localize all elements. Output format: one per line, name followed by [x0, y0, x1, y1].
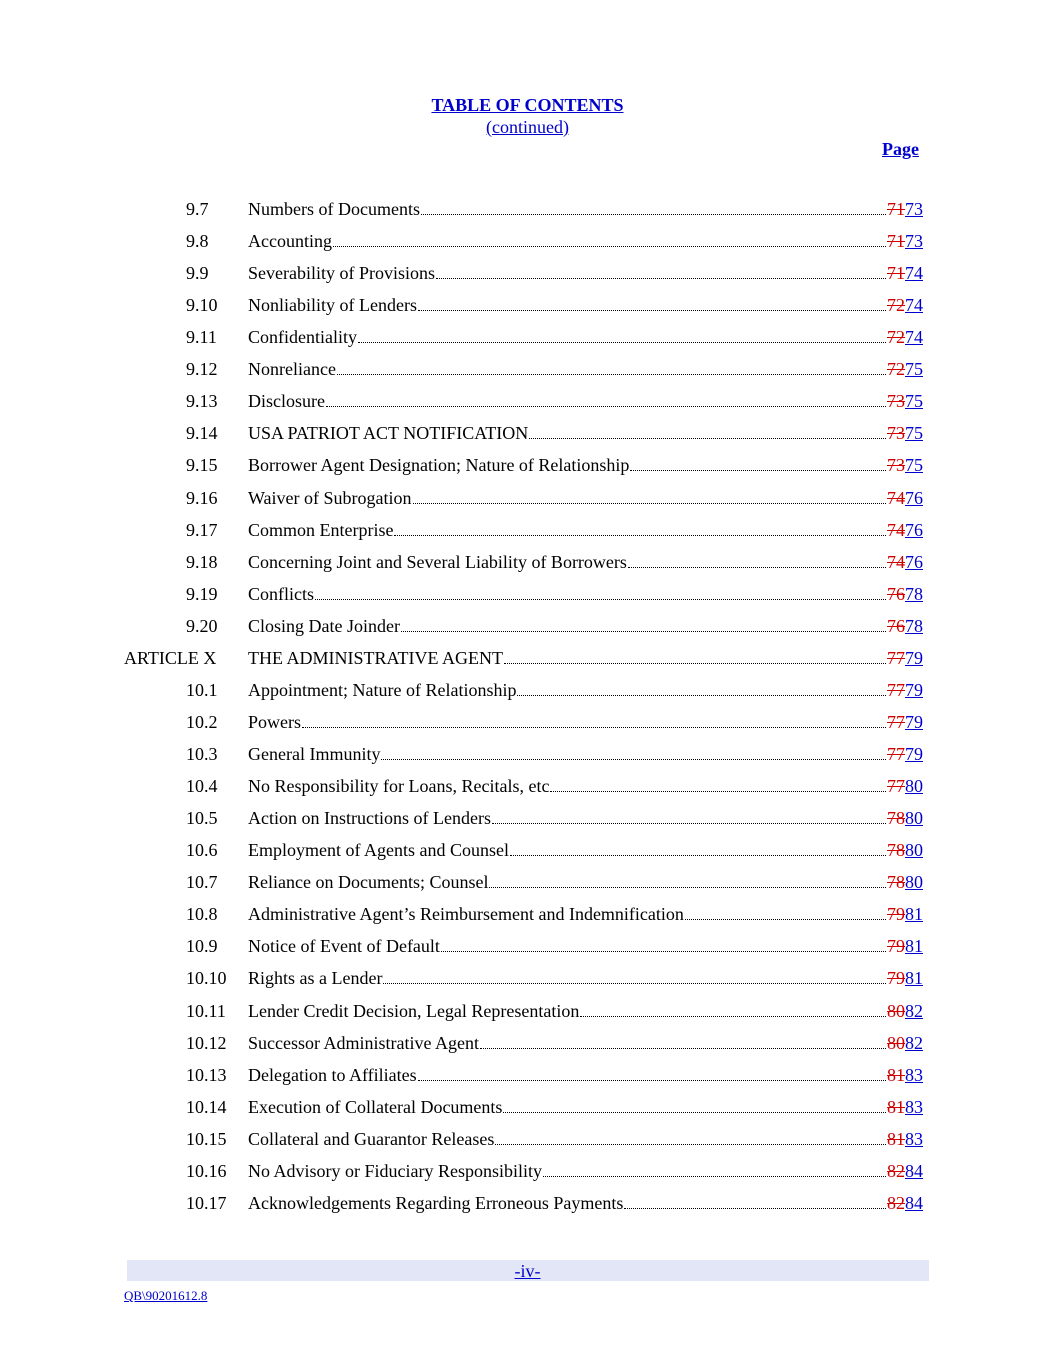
dot-leader	[413, 485, 886, 504]
toc-article-row[interactable]	[0, 645, 1055, 671]
toc-row[interactable]	[0, 228, 1055, 254]
deleted-page-number: 79	[887, 968, 905, 988]
section-number: 10.1	[186, 680, 218, 700]
toc-row[interactable]	[0, 388, 1055, 414]
section-title: Numbers of Documents	[248, 199, 420, 219]
dot-leader	[529, 420, 886, 439]
footer-page-number[interactable]: -iv-	[514, 1261, 541, 1281]
toc-row[interactable]	[0, 741, 1055, 767]
section-title-wrap	[248, 709, 886, 735]
section-title-wrap	[248, 1030, 886, 1056]
dot-leader	[381, 741, 886, 760]
deleted-page-number: 77	[887, 712, 905, 732]
page-column-header[interactable]: Page	[882, 139, 919, 159]
deleted-page-number: 81	[887, 1129, 905, 1149]
toc-row[interactable]	[0, 1158, 1055, 1184]
dot-leader	[383, 965, 886, 984]
section-title-wrap	[248, 741, 886, 767]
toc-row[interactable]	[0, 420, 1055, 446]
page-reference[interactable]	[887, 998, 923, 1024]
inserted-page-number[interactable]: 80	[905, 776, 923, 796]
dot-leader	[421, 196, 886, 215]
dot-leader	[418, 1062, 886, 1081]
page-reference[interactable]	[887, 1126, 923, 1152]
section-number: 10.16	[186, 1161, 227, 1181]
page-reference[interactable]	[887, 452, 923, 478]
toc-row[interactable]	[0, 517, 1055, 543]
deleted-page-number: 82	[887, 1161, 905, 1181]
inserted-page-number[interactable]: 79	[905, 712, 923, 732]
inserted-page-number[interactable]: 75	[905, 359, 923, 379]
dot-leader	[358, 324, 886, 343]
page-reference[interactable]	[887, 805, 923, 831]
inserted-page-number[interactable]: 75	[905, 423, 923, 443]
inserted-page-number[interactable]: 76	[905, 520, 923, 540]
inserted-page-number[interactable]: 84	[905, 1161, 923, 1181]
deleted-page-number: 79	[887, 936, 905, 956]
page-reference[interactable]	[887, 645, 923, 671]
deleted-page-number: 76	[887, 616, 905, 636]
inserted-page-number[interactable]: 75	[905, 455, 923, 475]
section-title: Closing Date Joinder	[248, 616, 400, 636]
section-title: Confidentiality	[248, 327, 357, 347]
toc-row[interactable]	[0, 901, 1055, 927]
inserted-page-number[interactable]: 79	[905, 648, 923, 668]
page-reference[interactable]	[887, 228, 923, 254]
toc-row[interactable]	[0, 292, 1055, 318]
section-number: 9.9	[186, 263, 209, 283]
section-number: 9.8	[186, 231, 209, 251]
dot-leader	[510, 837, 886, 856]
toc-row[interactable]	[0, 965, 1055, 991]
section-number: 10.6	[186, 840, 218, 860]
page-reference[interactable]	[887, 324, 923, 350]
inserted-page-number[interactable]: 76	[905, 552, 923, 572]
section-title: USA PATRIOT ACT NOTIFICATION	[248, 423, 529, 443]
inserted-page-number[interactable]: 79	[905, 744, 923, 764]
page-reference[interactable]	[887, 420, 923, 446]
dot-leader	[580, 998, 886, 1017]
section-title-wrap	[248, 1126, 886, 1152]
dot-leader	[441, 933, 886, 952]
section-number: 10.5	[186, 808, 218, 828]
section-title-wrap	[248, 228, 886, 254]
deleted-page-number: 78	[887, 872, 905, 892]
toc-row[interactable]	[0, 869, 1055, 895]
inserted-page-number[interactable]: 84	[905, 1193, 923, 1213]
section-title-wrap	[248, 965, 886, 991]
dot-leader	[489, 869, 886, 888]
section-title-wrap	[248, 452, 886, 478]
toc-row[interactable]	[0, 1190, 1055, 1216]
section-title: Notice of Event of Default	[248, 936, 440, 956]
dot-leader	[492, 805, 886, 824]
deleted-page-number: 77	[887, 776, 905, 796]
toc-row[interactable]	[0, 452, 1055, 478]
section-title-wrap	[248, 517, 886, 543]
toc-row[interactable]	[0, 773, 1055, 799]
dot-leader	[504, 645, 886, 664]
page-reference[interactable]	[887, 1030, 923, 1056]
page-reference[interactable]	[887, 677, 923, 703]
inserted-page-number[interactable]: 83	[905, 1097, 923, 1117]
section-number: 10.7	[186, 872, 218, 892]
section-title-wrap	[248, 388, 886, 414]
section-title: Accounting	[248, 231, 332, 251]
dot-leader	[315, 581, 886, 600]
inserted-page-number[interactable]: 80	[905, 840, 923, 860]
inserted-page-number[interactable]: 83	[905, 1129, 923, 1149]
page-reference[interactable]	[887, 1062, 923, 1088]
toc-row[interactable]	[0, 805, 1055, 831]
page-reference[interactable]	[887, 196, 923, 222]
section-number: 9.13	[186, 391, 218, 411]
deleted-page-number: 81	[887, 1065, 905, 1085]
page-reference[interactable]	[887, 549, 923, 575]
section-title: Collateral and Guarantor Releases	[248, 1129, 495, 1149]
inserted-page-number[interactable]: 73	[905, 199, 923, 219]
dot-leader	[543, 1158, 886, 1177]
section-number: 9.7	[186, 199, 209, 219]
deleted-page-number: 80	[887, 1033, 905, 1053]
section-number: 10.8	[186, 904, 218, 924]
dot-leader	[401, 613, 886, 632]
section-title-wrap	[248, 420, 886, 446]
page-reference[interactable]	[887, 260, 923, 286]
section-title-wrap	[248, 613, 886, 639]
section-title: General Immunity	[248, 744, 381, 764]
page-reference[interactable]	[887, 517, 923, 543]
toc-row[interactable]	[0, 581, 1055, 607]
page-reference[interactable]	[887, 388, 923, 414]
toc-row[interactable]	[0, 356, 1055, 382]
section-number: 10.17	[186, 1193, 227, 1213]
deleted-page-number: 73	[887, 455, 905, 475]
section-title-wrap	[248, 1062, 886, 1088]
toc-row[interactable]	[0, 677, 1055, 703]
inserted-page-number[interactable]: 81	[905, 968, 923, 988]
section-number: 10.4	[186, 776, 218, 796]
section-title-wrap	[248, 485, 886, 511]
inserted-page-number[interactable]: 83	[905, 1065, 923, 1085]
page-reference[interactable]	[887, 581, 923, 607]
section-number: 10.12	[186, 1033, 227, 1053]
deleted-page-number: 78	[887, 808, 905, 828]
page-reference[interactable]	[887, 869, 923, 895]
deleted-page-number: 71	[887, 199, 905, 219]
section-title-wrap	[248, 1190, 886, 1216]
inserted-page-number[interactable]: 73	[905, 231, 923, 251]
toc-row[interactable]	[0, 260, 1055, 286]
section-title-wrap	[248, 869, 886, 895]
section-number: 10.14	[186, 1097, 227, 1117]
dot-leader	[480, 1030, 886, 1049]
page-reference[interactable]	[887, 901, 923, 927]
section-number: 10.3	[186, 744, 218, 764]
dot-leader	[630, 452, 886, 471]
section-number: 10.13	[186, 1065, 227, 1085]
section-number: 9.12	[186, 359, 218, 379]
section-title-wrap	[248, 549, 886, 575]
page-reference[interactable]	[887, 837, 923, 863]
inserted-page-number[interactable]: 79	[905, 680, 923, 700]
section-title: No Responsibility for Loans, Recitals, etc	[248, 776, 550, 796]
section-title: Borrower Agent Designation; Nature of Relationship	[248, 455, 630, 475]
section-number: 10.2	[186, 712, 218, 732]
dot-leader	[685, 901, 886, 920]
document-id[interactable]: QB\90201612.8	[124, 1288, 208, 1303]
section-title-wrap	[248, 581, 886, 607]
inserted-page-number[interactable]: 78	[905, 584, 923, 604]
dot-leader	[517, 677, 886, 696]
toc-row[interactable]	[0, 709, 1055, 735]
section-number: 10.10	[186, 968, 227, 988]
toc-row[interactable]	[0, 1094, 1055, 1120]
section-number: 9.17	[186, 520, 218, 540]
dot-leader	[394, 517, 886, 536]
inserted-page-number[interactable]: 76	[905, 488, 923, 508]
section-title: Acknowledgements Regarding Erroneous Payments	[248, 1193, 624, 1213]
inserted-page-number[interactable]: 74	[905, 327, 923, 347]
dot-leader	[333, 228, 886, 247]
toc-row[interactable]	[0, 613, 1055, 639]
toc-row[interactable]	[0, 1030, 1055, 1056]
deleted-page-number: 71	[887, 231, 905, 251]
toc-row[interactable]	[0, 549, 1055, 575]
section-title-wrap	[248, 901, 886, 927]
inserted-page-number[interactable]: 80	[905, 808, 923, 828]
inserted-page-number[interactable]: 74	[905, 263, 923, 283]
section-title: Nonliability of Lenders	[248, 295, 417, 315]
toc-subtitle[interactable]: (continued)	[486, 117, 569, 137]
toc-row[interactable]	[0, 837, 1055, 863]
section-title: No Advisory or Fiduciary Responsibility	[248, 1161, 542, 1181]
section-title: Rights as a Lender	[248, 968, 383, 988]
section-number: 10.11	[186, 1001, 226, 1021]
page-reference[interactable]	[887, 1094, 923, 1120]
page-reference[interactable]	[887, 933, 923, 959]
deleted-page-number: 77	[887, 680, 905, 700]
section-number: 9.15	[186, 455, 218, 475]
section-title: Successor Administrative Agent	[248, 1033, 479, 1053]
toc-row[interactable]	[0, 1062, 1055, 1088]
deleted-page-number: 74	[887, 520, 905, 540]
section-title: Lender Credit Decision, Legal Representation	[248, 1001, 580, 1021]
section-number: 10.15	[186, 1129, 227, 1149]
dot-leader	[326, 388, 886, 407]
inserted-page-number[interactable]: 75	[905, 391, 923, 411]
deleted-page-number: 78	[887, 840, 905, 860]
section-title-wrap	[248, 645, 886, 671]
section-title: Employment of Agents and Counsel	[248, 840, 509, 860]
section-title: Common Enterprise	[248, 520, 394, 540]
section-title-wrap	[248, 324, 886, 350]
deleted-page-number: 79	[887, 904, 905, 924]
section-title-wrap	[248, 260, 886, 286]
page-reference[interactable]	[887, 485, 923, 511]
deleted-page-number: 82	[887, 1193, 905, 1213]
section-title-wrap	[248, 933, 886, 959]
dot-leader	[436, 260, 886, 279]
deleted-page-number: 72	[887, 327, 905, 347]
deleted-page-number: 77	[887, 744, 905, 764]
deleted-page-number: 73	[887, 423, 905, 443]
inserted-page-number[interactable]: 74	[905, 295, 923, 315]
section-title: Conflicts	[248, 584, 314, 604]
section-number: 10.9	[186, 936, 218, 956]
section-title-wrap	[248, 1158, 886, 1184]
page-reference[interactable]	[887, 1190, 923, 1216]
deleted-page-number: 72	[887, 295, 905, 315]
section-title: Disclosure	[248, 391, 325, 411]
dot-leader	[550, 773, 886, 792]
section-title-wrap	[248, 292, 886, 318]
section-title-wrap	[248, 773, 886, 799]
page-reference[interactable]	[887, 292, 923, 318]
page-reference[interactable]	[887, 709, 923, 735]
dot-leader	[628, 549, 886, 568]
section-number: ARTICLE X	[124, 648, 217, 668]
dot-leader	[495, 1126, 886, 1145]
dot-leader	[624, 1190, 886, 1209]
section-number: 9.18	[186, 552, 218, 572]
section-title: Reliance on Documents; Counsel	[248, 872, 489, 892]
section-title: Powers	[248, 712, 301, 732]
section-title: Action on Instructions of Lenders	[248, 808, 491, 828]
page-reference[interactable]	[887, 773, 923, 799]
section-title: Concerning Joint and Several Liability of Borrowers	[248, 552, 627, 572]
inserted-page-number[interactable]: 81	[905, 936, 923, 956]
dot-leader	[503, 1094, 886, 1113]
toc-row[interactable]	[0, 196, 1055, 222]
section-title: THE ADMINISTRATIVE AGENT	[248, 648, 503, 668]
inserted-page-number[interactable]: 81	[905, 904, 923, 924]
section-title-wrap	[248, 1094, 886, 1120]
dot-leader	[302, 709, 886, 728]
section-title: Appointment; Nature of Relationship	[248, 680, 517, 700]
inserted-page-number[interactable]: 78	[905, 616, 923, 636]
dot-leader	[418, 292, 886, 311]
toc-row[interactable]	[0, 1126, 1055, 1152]
toc-row[interactable]	[0, 998, 1055, 1024]
section-number: 9.14	[186, 423, 218, 443]
section-title: Waiver of Subrogation	[248, 488, 412, 508]
deleted-page-number: 74	[887, 552, 905, 572]
toc-row[interactable]	[0, 485, 1055, 511]
section-title-wrap	[248, 196, 886, 222]
inserted-page-number[interactable]: 82	[905, 1033, 923, 1053]
deleted-page-number: 76	[887, 584, 905, 604]
page-reference[interactable]	[887, 965, 923, 991]
section-title: Severability of Provisions	[248, 263, 435, 283]
deleted-page-number: 72	[887, 359, 905, 379]
section-number: 9.10	[186, 295, 218, 315]
page-reference[interactable]	[887, 613, 923, 639]
section-title-wrap	[248, 805, 886, 831]
section-number: 9.16	[186, 488, 218, 508]
inserted-page-number[interactable]: 82	[905, 1001, 923, 1021]
section-title: Execution of Collateral Documents	[248, 1097, 503, 1117]
toc-title[interactable]: TABLE OF CONTENTS	[431, 95, 624, 115]
deleted-page-number: 77	[887, 648, 905, 668]
section-title: Nonreliance	[248, 359, 336, 379]
section-title: Administrative Agent’s Reimbursement and Indemnification	[248, 904, 684, 924]
dot-leader	[337, 356, 886, 375]
section-number: 9.19	[186, 584, 218, 604]
section-number: 9.11	[186, 327, 217, 347]
section-title-wrap	[248, 677, 886, 703]
section-title-wrap	[248, 837, 886, 863]
page-reference[interactable]	[887, 356, 923, 382]
deleted-page-number: 73	[887, 391, 905, 411]
section-title: Delegation to Affiliates	[248, 1065, 417, 1085]
deleted-page-number: 81	[887, 1097, 905, 1117]
deleted-page-number: 74	[887, 488, 905, 508]
toc-row[interactable]	[0, 324, 1055, 350]
section-title-wrap	[248, 356, 886, 382]
toc-row[interactable]	[0, 933, 1055, 959]
page-reference[interactable]	[887, 741, 923, 767]
page-reference[interactable]	[887, 1158, 923, 1184]
section-number: 9.20	[186, 616, 218, 636]
deleted-page-number: 80	[887, 1001, 905, 1021]
deleted-page-number: 71	[887, 263, 905, 283]
inserted-page-number[interactable]: 80	[905, 872, 923, 892]
section-title-wrap	[248, 998, 886, 1024]
